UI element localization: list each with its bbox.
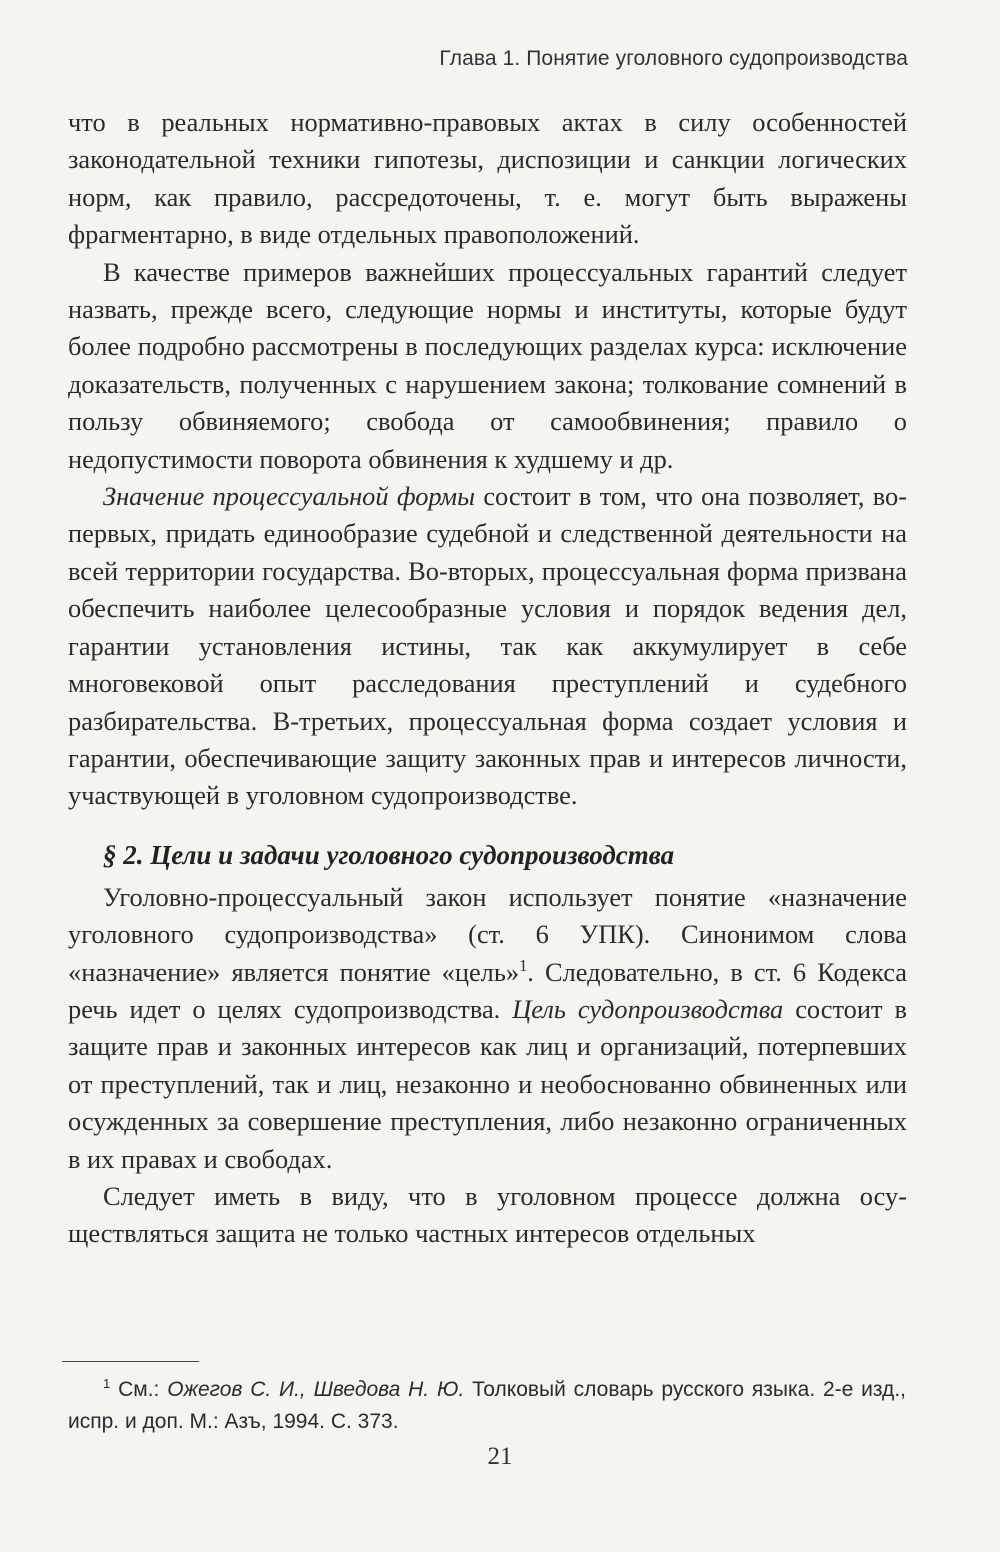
paragraph-text: . Следовательно, в ст. 6 Кодекса речь идет о целях судопроизводства. xyxy=(68,956,907,1024)
italic-term: Значение процессуальной формы xyxy=(103,481,476,512)
paragraph-guarantees: В качестве примеров важнейших процессуальных гарантий следует назвать, прежде всего, следующие нормы и институты, которые будут более подробно рассмотрены в последующих разделах курса: исключение доказательств, полученных с нарушением закона; толкование сомнений в пользу обвиняемого; свобода от самообвинения; правило о недопустимости поворота обвинения к худшему и др. xyxy=(68,256,907,474)
footnote-divider xyxy=(62,1361,199,1362)
section-heading: § 2. Цели и задачи уголовного судопроизводства xyxy=(103,839,675,870)
page-number: 21 xyxy=(487,1443,513,1470)
running-head: Глава 1. Понятие уголовного судопроизводства xyxy=(439,47,908,70)
paragraph-continuation: что в реальных нормативно-правовых актах в силу особенностей законодательной техники гипотезы, диспозиции и санкции логических норм, как правило, рассредоточены, т. е. могут быть выражены фрагментарно, в виде отдельных правоположений. xyxy=(68,107,907,250)
paragraph-text: состоит в защите прав и законных интересов как лиц и организаций, потерпевших от преступлений, так и лиц, незаконно и необоснованно обвиненных или осужденных за совершение преступления, либо незаконно ограниченных в их правах и свободах. xyxy=(68,993,907,1174)
paragraph-text: состоит в том, что она позволяет, во-первых, придать единообразие судебной и следственной деятельности на всей территории государства. Во-вторых, процессуальная форма призвана обеспечить наиболее целесообразные условия и порядок ведения дел, гарантии установления истины, так как аккумулирует в себе многовековой опыт расследования преступлений и судебного разбирательства. В-третьих, процессуальная форма создает условия и гарантии, обеспечивающие защиту законных прав и интересов личности, участвующей в уголовном судопроизводстве. xyxy=(68,481,907,811)
paragraph-protection: Следует иметь в виду, что в уголовном процессе должна осуществляться защита не только частных интересов отдельных xyxy=(68,1180,907,1249)
footnote-authors: Ожегов С. И., Шведова Н. Ю. xyxy=(167,1378,465,1401)
paragraph-text: Уголовно-процессуальный закон использует понятие «назначение уголовного судопроизводства» (ст. 6 УПК). Синонимом слова «назначение» является понятие «цель» xyxy=(68,881,907,987)
footnote-marker: 1 xyxy=(103,1376,111,1391)
body-text xyxy=(68,104,907,1253)
footnote-citation: Толковый словарь русского языка. 2-е изд., испр. и доп. М.: Азъ, 1994. С. 373. xyxy=(68,1378,906,1433)
paragraph-procedural-form xyxy=(68,478,907,815)
paragraph-purpose xyxy=(68,879,907,1178)
footnote-prefix: См.: xyxy=(110,1378,168,1401)
footnote-reference[interactable]: 1 xyxy=(519,955,528,975)
footnote-text xyxy=(68,1374,906,1438)
footnote xyxy=(68,1374,906,1438)
italic-term: Цель судопроизводства xyxy=(512,993,784,1024)
